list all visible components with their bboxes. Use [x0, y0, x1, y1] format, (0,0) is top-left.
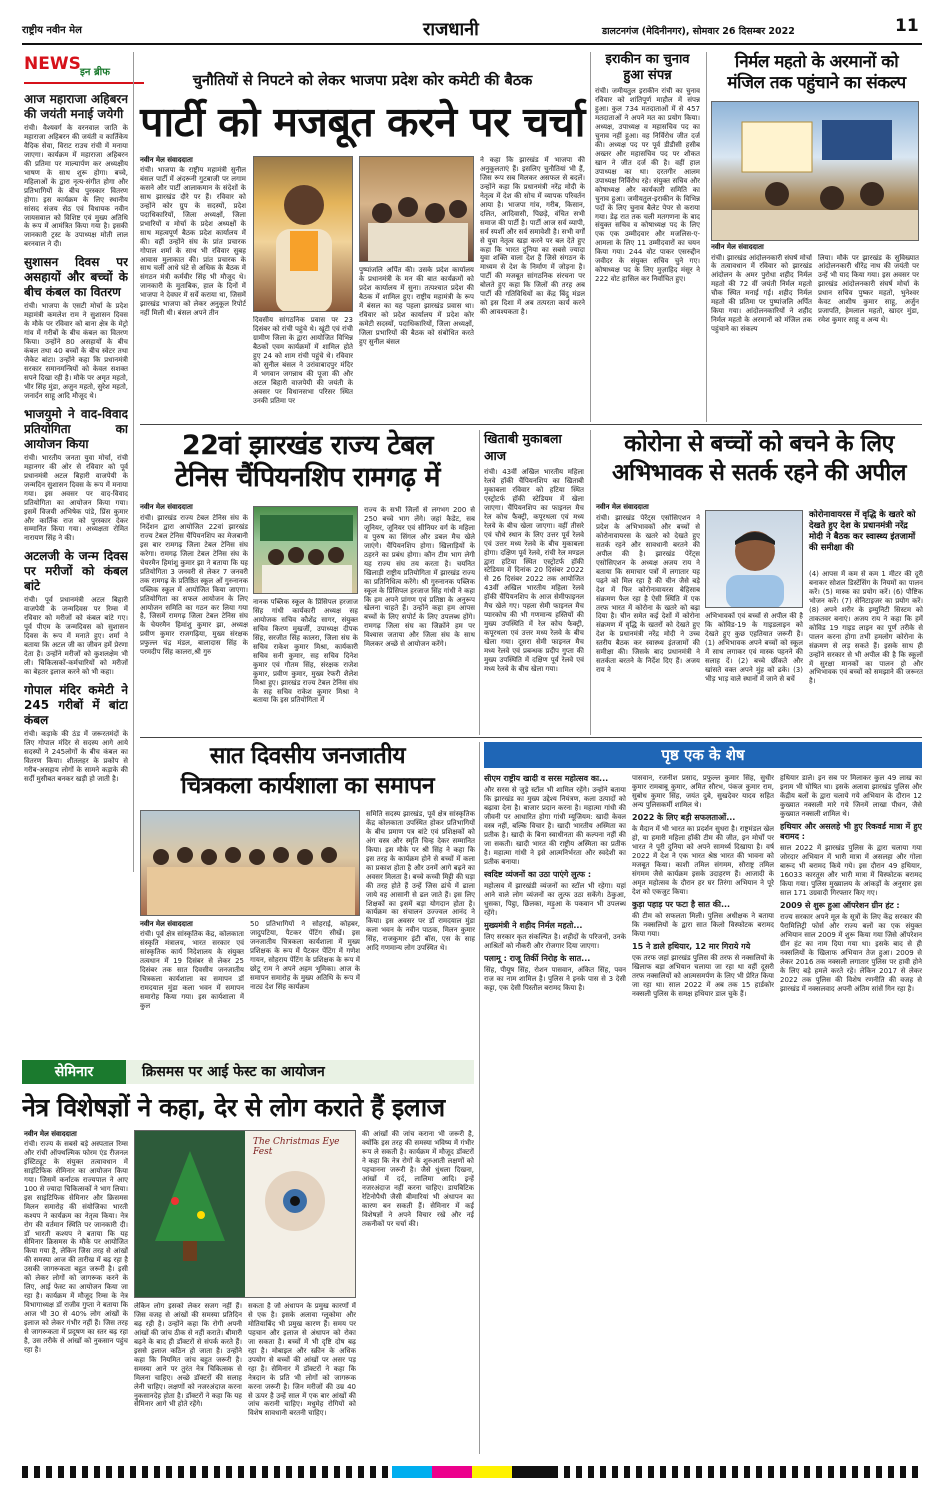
subhead: हथियार और असलहे भी हुए रिकवर्ड मात्रा में हुए बरामद : — [780, 821, 922, 841]
photo-workshop-group — [140, 810, 360, 916]
subhead: कुड़ा पहाड़ पर फटा है सात की... — [632, 899, 731, 909]
news-label: NEWS — [24, 54, 81, 74]
story-column: पुष्पांजलि अर्पित की। उसके प्रदेश कार्यालय के प्रधानमंत्री के मन की बात कार्यक्रमों को प्रदेश कार्यालय में सुना। तत्पश्चात प्रदेश की बैठक में शामिल हुए। राष्ट्रीय महामंत्री के रूप में बंसल का यह पहला झारखंड प्रवास था। रविवार को प्रदेश कार्यालय में प्रदेश कोर कमेटी सदस्यों, पदाधिकारियों, जिला अध्यक्षों, जिला प्रभारियों की बैठक को संबोधित करते हुए सुनील बंसल — [359, 266, 474, 346]
subhead: स्वदिष्ट व्यंजनों का उठा पाएंगे लुत्फ : — [484, 869, 592, 879]
story-column: रांची। झारखंड राज्य टेबल टेनिस संघ के निर्देशन द्वारा आयोजित 22वां झारखंड राज्य टेबल टेनिस चैंपियनशिप का मेजबानी इस बार रामगढ़ जिला टेबल टेनिस संघ करेगा। रामगढ़ जिला टेबल टेनिस संघ के चेयरमैन हिमांशु कुमार झा ने बताया कि यह प्रतियोगिता 3 जनवरी से लेकर 7 जनवरी तक रामगढ़ के प्रतिष्ठित स्कूल ओं गुरुनानक पब्लिक स्कूल में आयोजित किया जाएगा। प्रतियोगिता का सफल आयोजन के लिए आयोजन समिति का गठन कर लिया गया है, जिसमें रामगढ़ जिला टेबल टेनिस संघ के चेयरमैन हिमांशु कुमार झा, अध्यक्ष प्रवीण कुमार राजगढ़िया, मुख्य संरक्षक प्रफुल्ल चंद्र मंडल, बालादास सिंह के परमदीप सिंह कालरा,श्री गुरु — [140, 514, 248, 657]
color-registration-bar — [22, 1466, 922, 1478]
photo-caption: नवीन मेल संवाददाता — [711, 242, 764, 251]
brief-label: इन ब्रीफ — [80, 67, 110, 78]
story-table-tennis — [140, 430, 475, 735]
statue-photo-icon — [712, 102, 919, 241]
continued-label: पृष्ठ एक के शेष — [661, 746, 745, 764]
seminar-tag: सेमिनार — [22, 1060, 126, 1084]
story-column: रांची। झारखंड आंदोलनकारी संघर्ष मोर्चा के तत्वावधान में रविवार को झारखंड आंदोलन के अमर पुरोधा शहीद निर्मल महतो की 72 वीं जयंती निर्मल महतो चौक स्थित मनाई गई। शहीद निर्मल महतो की प्रतिमा पर पुष्पांजलि अर्पित किया गया। आंदोलनकारियों ने शहीद निर्मल महतो के अरमानों को मंजिल तक पहुंचाने का संकल्प — [711, 253, 812, 334]
byline: नवीन मेल संवाददाता — [140, 156, 193, 164]
photo-christmas-eye-fest — [134, 1130, 356, 1298]
story-column: 50 प्रतिभागियों ने सोहराई, कोहबर, जादुपटिया, पैटकर पेंटिंग सीखें। इस जनजातीय चित्रकला कार्यशाला में मुख्य प्रशिक्षक के रूप में पैटकर पेंटिंग में गणेश गायन, सोहराय पेंटिंग के प्रशिक्षक के रूप में छोटू राम ने अपने अहम भूमिका। आज के समापन समारोह के मुख्य अतिथि के रूप में नाट्य देश सिंह कार्यक्रम — [250, 920, 360, 991]
headline: इराकीन का चुनाव हुआ संपन्न — [605, 52, 690, 83]
news-in-brief-badge — [24, 52, 128, 84]
photo-bjp-leader — [253, 156, 353, 312]
story-nirmal-mahto — [706, 52, 922, 422]
photo-bjp-meeting — [359, 156, 474, 262]
person-silhouette-icon — [254, 157, 353, 312]
headline: खिताबी मुकाबला आज — [484, 431, 562, 463]
story-hockey-final — [479, 430, 584, 735]
headline-line2: चित्रकला कार्यशाला का समापन — [180, 772, 435, 799]
continued-text: लिए सरकार कृत संकल्पित है। शहीदों के परिजनों, उनके आश्रितों को नौकरी और रोजगार दिया जाएगा। — [484, 933, 626, 951]
story-column: नानक पब्लिक स्कूल के प्रिंसिपल हरजाज सिंह गांधी कार्यकारी अध्यक्ष सह आयोजक सचिव कौशेंद्र सागर, संयुक्त सचिव किरण मुखर्जी, उपाध्यक्ष दीपक सिंह, सरजीत सिंह कालरा, जिला संघ के सचिव राकेश कुमार मिश्रा, कार्यकारी सचिव सनी कुमार, सह सचिव दिनेश कुमार एवं गौतम सिंह, संरक्षक राजेश कुमार, प्रवीण कुमार, मुख्य रेफरी शैलेश मिश्रा हुए। झारखंड राज्य टेबल टेनिस संघ के सह सचिव राकेश कुमार मिश्रा ने बताया कि इस प्रतियोगिता में — [253, 598, 358, 705]
continued-column — [484, 774, 626, 1446]
continued-text: राज्य सरकार अपने मूल के सूत्रों के लिए केंद्र सरकार की पैरामिलिट्री फोर्स और राज्य बलों का एक संयुक्त अभियान साल 2009 में शुरू किया गया जिसे ऑपरेशन ग्रीन हंट का नाम दिया गया था। इसके बाद से ही नक्सलियों के खिलाफ अभियान तेज हुआ। 2009 से लेकर 2016 तक नक्सली लगातार पुलिस पर हावी होने के लिए बड़े हमले करते रहे। लेकिन 2017 से लेकर 2022 तक पुलिस की विशेष रणनीति की वजह से झारखंड में नक्सलवाद अपनी अंतिम सांसें गिन रहा है। — [780, 913, 922, 993]
portrait-icon — [706, 511, 803, 608]
brief-item — [24, 407, 128, 544]
subhead: पलामू : राजू तिर्की निरोह के सात... — [484, 954, 591, 963]
headline: पार्टी को मजबूत करने पर चर्चा — [140, 98, 585, 146]
byline: नवीन मेल संवाददाता — [140, 503, 193, 511]
page-number: 11 — [895, 16, 919, 36]
story-column: लिया। मौके पर झारखंड के सुविख्यात आंदोलनकारी धीरेंद्र नाथ की जयंती पर उन्हें भी याद किया गया। इस अवसर पर झारखंड आंदोलनकारी संघर्ष मोर्चा के प्रधान सचिव पुष्कर महतो, भुनेश्वर केवट आशीष कुमार साहू, अर्जुन प्रजापति, हेमलाल महतो, खादर मुंडा, रमेश कुमार साहू व अन्य थे। — [818, 253, 919, 325]
paper-name: राष्ट्रीय नवीन मेल — [22, 25, 82, 36]
brief-title: अटलजी के जन्म दिवस पर मरीजों को कंबल बांटे — [24, 549, 128, 594]
brief-title: आज महाराजा अहिबरन की जयंती मनाई जयेगी — [24, 92, 128, 121]
photo-ajay-rai — [705, 510, 803, 608]
meeting-photo-icon — [360, 157, 474, 262]
brief-body: रांची। भारतीय जनता युवा मोर्चा, रांची महानगर की ओर से रविवार को पूर्व प्रधानमंत्री अटल बिहारी वाजपेयी के जन्मदिन सुशासन दिवस के रूप में मनाया गया। इस अवसर पर वाद-विवाद प्रतियोगिता का आयोजन किया गया। इसमें विजयी अभिषेक पांडे, प्रिंस कुमार और कार्तिक राज को पुरस्कार देकर सम्मानित किया गया। अध्यक्षता रोमित नारायण सिंह ने की। — [24, 453, 128, 543]
subhead: 2022 के लिए बड़ी सफलताओं... — [632, 812, 736, 822]
continued-text: साल 2022 में झारखंड पुलिस के द्वारा चलाया गया जोरदार अभियान में भारी मात्रा में असलहा और गोला बारूद भी बरामद किये गये। इस दौरान 49 हथियार, 16033 कारतूस और भारी मात्रा में विस्फोटक बरामद किया गया। पुलिस मुख्यालय के आंकड़ों के अनुसार इस साल 171 उग्रवादी गिरफ्तार किए गए। — [780, 844, 922, 897]
story-column: समिति सदस्य झारखंड, पूर्व क्षेत्र सांस्कृतिक केंद्र कोलकाता उपस्थित होकर प्रतिभागियों के बीच प्रमाण पत्र बांटे एवं प्रशिक्षकों को अंग वस्त्र और स्मृति चिन्ह देकर सम्मानित किया। इस मौके पर श्री सिंह ने कहा कि इस तरह के कार्यक्रम होने से बच्चों में कला का प्रकाश होता है और उनमें आगे बढ़ने का अवसर मिलता है। बच्चे कच्ची मिट्टी की घड़ा की तरह होते हैं उन्हें जिस ढांचे में ढाला जाये वह आसानी से ढल जाते हैं। इस लिए शिक्षकों का इसमें बड़ा योगदान होता है। कार्यक्रम का संचालन उज्ज्वल आनंद ने किया। इस अवसर पर डॉ रामदयाल मुंडा कला भवन के नवीन पाठक, मिलन कुमार सिंह, राजकुमार इंटी बॉस, एस के साह आदि गणमान्य लोग उपस्थित थे। — [366, 810, 475, 953]
group-photo-icon — [254, 507, 358, 594]
brief-title: भाजयुमो ने वाद-विवाद प्रतियोगिता का आयोजन किया — [24, 406, 128, 451]
continued-text: महोत्सव में झारखंडी व्यंजनों का स्टॉल भी रहेगा। यहां आने वाले लोग व्यंजनों का लुत्फ उठा सकेंगे। ठेकुआ, धुसका, पिट्ठा, छिलका, मड़ुआ के पकवान भी उपलब्ध रहेंगे। — [484, 882, 626, 917]
story-column: रांची। राज्य के सबसे बड़े अस्पताल रिम्स और रांची ऑफ्थल्मिक फोरम एंड रीजनल इंस्टिट्यूट के संयुक्त तत्वावधान में साइंटिफिक सेमिनार का आयोजन किया गया। जिसमें कर्नाटक राज्यपाल ने आए 100 से ज्यादा चिकित्सकों ने भाग लिया। इस साइंटिफिक सेमिनार और क्रिसमस मिलन समारोह की संयोजिका भारती कश्यप ने कार्यक्रम का नेतृत्व किया। नेत्र रोग की वर्तमान स्थिति पर जानकारी दी। डॉ भारती कश्यप ने बताया कि यह सेमिनार क्रिसमस के मौके पर आयोजित किया गया है, लेकिन जिस तरह से आंखों की समस्या आज की तारीख में बढ़ रहा है उसकी जागरूकता बहुत जरूरी है। इसी को लेकर लोगों को जागरूक करने के लिए, आई फेस्ट का आयोजन किया जा रहा है। कार्यक्रम में मौजूद रिम्स के नेत्र विभागाध्यक्ष डॉ राजीव गुप्ता ने बताया कि आज भी 30 से 40% लोग आंखों के इलाज को लेकर गंभीर नहीं हैं। जिस तरह से जागरूकता में प्रदूषण का स्तर बढ़ रहा है, उस तरीके से आंखों को नुकसान पहुंच रहा है। — [24, 1140, 128, 1354]
brief-item — [24, 255, 128, 400]
story-body: रांची। जमीयतुल इराकीन रांची का चुनाव रविवार को शांतिपूर्ण माहौल में संपन्न हुआ। कुल 734 मतदाताओं में से 457 मतदाताओं ने अपने मत का प्रयोग किया। अध्यक्ष, उपाध्यक्ष व महासचिव पद का चुनाव नहीं हुआ। वह निर्विरोध जीत दर्ज की। अध्यक्ष पद पर पूर्व डीडीसी हसीब अख्तर और महासचिव पद पर शौकत खान ने जीत दर्ज की है। वहीं हाल उपाध्यक्ष का था। दरतगीर आलम उपाध्यक्ष निर्विरोध रहे। संयुक्त सचिव और कोषाध्यक्ष और कार्यकारी समिति का चुनाव हुआ। जमीयतुल-इराकीन के विभिन्न पदों के लिए चुनाव बैलेट पेपर से कराया गया। डेढ़ रात तक चली मतगणना के बाद संयुक्त सचिव व कोषाध्यक्ष पद के लिए एक एक उम्मीदवार और मजलिस-ए-आमला के लिए 11 उम्मीदवारों का चयन किया गया। 244 वोट पाकर एसरुद्दीन जवीदर के संयुक्त सचिव चुने गए। कोषाध्यक्ष पद के लिए मुज़ाहिद मंसूर ने 222 वोट हासिल कर निर्वाचित हुए। — [595, 87, 700, 284]
story-column: अभिभावकों एवं बच्चों से अपील की है कि कोविड-19 के गाइडलाइन को देखते हुए कुछ एहतियात जरूरी है। (1) अभिभावक अपने बच्चों को स्कूल में साथ लगाकर एवं मास्क पहनने की सलाह दें। (2) बच्चे छींकते और खांसते वक्त अपने मुंह को ढके। (3) भीड़ भाड़ वाले स्थानों में जाने से बचें — [705, 612, 803, 683]
subhead: 2009 से शुरू हुआ ऑपरेशन ग्रीन हंट : — [780, 900, 900, 910]
brief-item — [24, 92, 128, 249]
brief-title: गोपाल मंदिर कमेटी ने 245 गरीबों में बांटा कंबल — [24, 682, 128, 727]
headline-line2: मंजिल तक पहुंचाने का संकल्प — [727, 73, 906, 94]
photo-nirmal-mahto-tribute — [711, 101, 919, 241]
story-column: दिवसीय सांगठनिक प्रवास पर 23 दिसंबर को रांची पहुंचे थे। खूंटी एवं रांची ग्रामीण जिला के द्वारा आयोजित विभिन्न बैठकों एवम कार्यक्रमों में शामिल होते हुए 24 को शाम रांची पहुंचे थे। रविवार को सुनील बंसल ने उरांवाबादपुर मंदिर में भगवान जगन्नाथ की पूजा की और अटल बिहारी वाजपेयी की जयंती के अवसर पर विधानसभा परिसर स्थित उनकी प्रतिमा पर — [253, 316, 353, 405]
story-eye-seminar — [22, 1060, 474, 1455]
brief-item — [24, 549, 128, 677]
brief-item — [24, 683, 128, 784]
story-iraqin — [590, 52, 700, 422]
story-column: राज्य के सभी जिलों से लगभग 200 से 250 बच्चे भाग लेंगे। जहां कैडेट, सब जूनियर, जूनियर एवं सीनियर वर्ग के महिला व पुरुष का सिंगल और डबल मैच खेले जाएंगे। चैंपियनशिप होगा। खिलाड़ियों के ठहरने का प्रबंध होगा। कौन टीम भाग लेगी यह राज्य संघ तय करता है। चयनित खिलाड़ी राष्ट्रीय प्रतियोगिता में झारखंड राज्य का प्रतिनिधित्व करेंगे। श्री गुरुनानक पब्लिक स्कूल के प्रिंसिपल हरजाज सिंह गांधी ने कहा कि हम अपने प्रांगण एवं प्रतिष्ठा के अनुरूप खेलना चाहते हैं। उन्होंने कहा हम आपस बच्चों के लिए सपोर्ट के लिए उपलब्ध होंगे। रामगढ़ जिला संघ का जिक्रोंने हम पर विश्वास जताया और जिला संघ के साथ मिलकर अच्छे से आयोजन करेंगे। — [364, 506, 475, 649]
continued-text: के मैदान में भी भारत का प्रदर्शन सुधरा है। राष्ट्रमंडल खेल हो, या हमारी महिला हॉकी टीम की जीत, इन मोर्चों पर भारत ने पूरी दुनिया को अपने सामर्थ्य दिखाया है। वर्ष 2022 में देश ने एक भारत श्रेष्ठ भारत की भावना को मजबूत किया। काशी तमिल संगमम, सौराष्ट्र तमिल संगमम जैसे कार्यक्रम इसके उदाहरण हैं। आजादी के अमृत महोत्सव के दौरान हर घर तिरंगा अभियान ने पूरे देश को एकजुट किया। — [632, 825, 774, 896]
continued-text: हथियार डाले। इन सब पर मिलाकर कुल 49 लाख का इनाम भी घोषित था। इसके अलावा झारखंड पुलिस और केंद्रीय बलों के द्वारा चलाये गये अभियान के दौरान 12 कुख्यात नक्सली मारे गये जिनमें लाखा पीधन, जैसे कुख्यात नक्सली शामिल थे। — [780, 774, 922, 818]
byline: नवीन मेल संवाददाता — [24, 1130, 77, 1138]
brief-body: रांची। भाजपा के एसटी मोर्चा के प्रदेश महामंत्री कमलेश राम ने सुशासन दिवस के मौके पर रविवार को बाना क्षेत्र के मेट्रो गांव में गरीबों के बीच कंबल का वितरण किया। उन्होंने 80 असहायों के बीच कंबल तथा 40 बच्चों के बीच स्वेटर तथा जैकेट बांटा। उन्होंने कहा कि प्रधानमंत्री सरकार समानमन्त्रियों को केवल सशक्त सपने दिखा रही है। मौके पर अमृत महतो, भीर सिंह मुंडा, अजुन महतो, सुरेश महतो, जनार्दन साहू आदि मौजूद थे। — [24, 302, 128, 400]
pull-quote: कोरोनावायरस में वृद्धि के खतरे को देखते हुए देश के प्रधानमंत्री नरेंद्र मोदी ने बैठक कर स्वास्थ्य इंतजामों की समीक्षा की — [809, 510, 916, 554]
kicker: क्रिसमस पर आई फेस्ट का आयोजन — [126, 1060, 474, 1084]
sidebar-column — [24, 92, 128, 872]
continued-text: और सरस से जुड़े स्टॉल भी शामिल रहेंगे। उन्होंने बताया कि झारखंड का मुख्य उद्देश्य नियंत्रण, कला उत्पादों को बढ़ावा देना है। बाजार प्रदान करना है। महात्मा गांधी की जीवनी पर आधारित होगा गांधी म्यूजियम: खादी केवल वस्त्र नहीं, बल्कि विचार है। खादी भारतीय अस्मिता का प्रतीक है। खादी के बिना स्वाधीनता की कल्पना नहीं की जा सकती। खादी भारत की राष्ट्रीय अस्मिता का प्रतीक है। महात्मा गांधी ने इसे आत्मनिर्भरता और स्वदेशी का प्रतीक बनाया। — [484, 786, 626, 866]
story-column: की आंखों की जांच कराना भी जरूरी है, क्योंकि इस तरह की समस्या भविष्य में गंभीर रूप ले सकती है। कार्यक्रम में मौजूद डॉक्टरों ने कहा कि नेत्र रोगों के शुरुआती लक्षणों को पहचानना जरूरी है। जैसे धुंधला दिखना, आंखों में दर्द, लालिमा आदि। इन्हें नजरअंदाज नहीं करना चाहिए। डायबिटिक रेटिनोपैथी जैसी बीमारियां भी अंधापन का कारण बन सकती हैं। सेमिनार में कई विशेषज्ञों ने अपने विचार रखे और नई तकनीकों पर चर्चा की। — [362, 1130, 474, 1228]
subhead: मुख्यमंत्री ने शहीद निर्मल महतो... — [484, 920, 583, 930]
masthead-bar — [0, 0, 945, 46]
story-column: सकता है जो अंधापन के प्रमुख कारणों में से एक है। इसके अलावा ग्लूकोमा और मोतियाबिंद भी प्रमुख कारण हैं। समय पर पहचान और इलाज से अंधापन को रोका जा सकता है। बच्चों में भी दृष्टि दोष बढ़ रहा है। मोबाइल और स्क्रीन के अधिक उपयोग से बच्चों की आंखों पर असर पड़ रहा है। सेमिनार में डॉक्टरों ने कहा कि नेत्रदान के प्रति भी लोगों को जागरूक करना जरूरी है। जिन मरीजों की उम्र 40 से ऊपर है उन्हें साल में एक बार आंखों की जांच करानी चाहिए। मधुमेह रोगियों को विशेष सावधानी बरतनी चाहिए। — [248, 1302, 356, 1418]
group-photo-icon — [141, 811, 360, 916]
continued-text: एक तरफ जहां झारखंड पुलिस की तरफ से नक्सलियों के खिलाफ बड़ा अभियान चलाया जा रहा था वहीं दूसरी तरफ नक्सलियों को आत्मसमर्पण के लिए भी प्रेरित किया जा रहा था। साल 2022 में अब तक 15 हार्डकोर नक्सली पुलिस के समक्ष हथियार डाल चुके हैं। — [632, 954, 774, 998]
headline-line1: कोरोना से बच्चों को बचने के लिए — [624, 431, 894, 457]
card-title: The Christmas Eye Fest — [253, 1137, 340, 1157]
continued-banner — [484, 742, 922, 768]
continued-column — [780, 774, 922, 1446]
headline-line1: सात दिवसीय जनजातीय — [209, 743, 406, 769]
story-column: लेकिन लोग इसको लेकर सजग नहीं हैं। जिस वजह से आंखों की समस्या प्रतिदिन बढ़ रही है। उन्होंने कहा कि रोगी अपनी आंखों की जांच ठीक से नहीं कराते। बीमारी बढ़ने के बाद ही डॉक्टरों से संपर्क करते हैं। इससे इलाज कठिन हो जाता है। उन्होंने कहा कि नियमित जांच बहुत जरूरी है। समस्या आने पर तुरंत नेत्र चिकित्सक से मिलना चाहिए। अच्छे डॉक्टरों की सलाह लेनी चाहिए। लक्षणों को नजरअंदाज करना नुकसानदेह होता है। डॉक्टरों ने कहा कि यह सेमिनार आगे भी होते रहेंगे। — [134, 1302, 242, 1409]
story-column: रांची। भाजपा के राष्ट्रीय महामंत्री सुनील बंसल पार्टी में अंदरूनी गुटबाजी पर लगाम कसने और पार्टी आलाकमान के संदेशों के साथ झारखंड दौरे पर हैं। रविवार को उन्होंने कोर ग्रुप के सदस्यों, प्रदेश पदाधिकारियों, जिला अध्यक्षों, जिला प्रभारियों व मोर्चा के प्रदेश अध्यक्षों के साथ महत्वपूर्ण बैठक प्रदेश कार्यालय में की। वहीं उन्होंने संघ के प्रांत प्रचारक गोपाल शर्मा के साथ भी रविवार सुबह आवास मुलाकात की। प्रांत प्रचारक के साथ चली आधे घंटे से अधिक के बैठक में संगठन मंत्री कर्मवीर सिंह भी मौजूद थे। जानकारी के मुताबिक, हाल के दिनों में भाजपा ने देवघर में सर्वे कराया था, जिसमें झारखंड भाजपा को लेकर अनुकूल रिपोर्ट नहीं मिली थी। बंसल अपने तीन — [140, 166, 246, 318]
continued-section — [479, 742, 922, 1454]
dateline: डालटनगंज (मेदिनीनगर), सोमवार 26 दिसम्बर 2022 — [602, 26, 795, 37]
headline-line1: निर्मल महतो के अरमानों को — [734, 52, 899, 72]
story-corona-appeal — [590, 430, 922, 735]
continued-text: पासवान, रजनीश प्रसाद, प्रफुल्ल कुमार सिंह, सुधीर कुमार रामबाबू कुमार, अमित सौरभ, पंकज कुमार राम, सुबोध कुमार सिंह, जयंत दुबे, सुखदेवर यादव सहित अन्य पुलिसकर्मी शामिल थे। — [632, 774, 774, 809]
brief-title: सुशासन दिवस पर असहायों और बच्चों के बीच कंबल का वितरण — [24, 255, 128, 300]
continued-text: की टीम को सफलता मिली। पुलिस अधीक्षक ने बताया कि नक्सलियों के द्वारा सात किलो विस्फोटक बरामद किया गया। — [632, 911, 774, 938]
story-column: ने कहा कि झारखंड में भाजपा की अनुकूलताएं हैं। इसलिए चुनौतियां भी हैं, जिस रूप सब मिलकर असफल से बदलें। उन्होंने कहा कि प्रधानमंत्री नरेंद्र मोदी के नेतृत्व में देश की सोच में व्यापक परिवर्तन आया है। भाजपा गांव, गरीब, किसान, दलित, आदिवासी, पिछड़े, वंचित सभी समाज की पार्टी है। पार्टी आज सर्व व्यापी, सर्व स्पर्शी और सर्व समावेशी है। सभी वर्गों से युवा नेतृत्व खड़ा करने पर बल देते हुए कहा कि भारत दुनिया का सबसे ज्यादा युवा शक्ति वाला देश है जिसे संगठन के माध्यम से देश के निर्माण में जोड़ना है। पार्टी की मजबूत सांगठनिक संरचना पर बोलते हुए कहा कि जिलों की तरह अब पार्टी की गतिविधियों का केंद्र बिंदु मंडल को इस दिशा में अब तत्परता कार्य करने की आवश्यकता है। — [480, 156, 585, 317]
headline-line1: 22वां झारखंड राज्य टेबल — [181, 430, 434, 461]
headline-line2: टेनिस चैंपियनशिप रामगढ़ में — [174, 461, 441, 493]
story-column: रांची। झारखंड पेरेंट्स एसोसिएशन ने प्रदेश के अभिभावकों और बच्चों से कोरोनावायरस के खतरे को देखते हुए सतर्क रहने और सावधानी बरतने की अपील की है। झारखंड पेरेंट्स एसोसिएशन के अध्यक्ष अजय राय ने बताया कि समाचार पत्रों में लगातार यह पढ़ने को मिल रहा है की चीन जैसे बड़े देश में फिर कोरोनावायरस बेहिसाब संक्रमण फैल रहा है ऐसी स्थिति में एक तरफ भारत में कोरोना के खतरे को बढ़ा दिया है। चीन समेत कई देशों में कोरोना संक्रमण में वृद्धि के खतरों को देखते हुए देश के प्रधानमंत्री नरेंद्र मोदी ने उच्च स्तरीय बैठक कर स्वास्थ्य इंतजामों की समीक्षा की। जिसके बाद प्रधानमंत्री ने सतर्कता बरतने के निर्देश दिए हैं। अजय राय ने — [596, 514, 700, 675]
headline: नेत्र विशेषज्ञों ने कहा, देर से लोग कराते हैं इलाज — [22, 1093, 445, 1122]
photo-table-tennis-team — [253, 506, 358, 594]
story-body: रांची। 43वीं अखिल भारतीय महिला रेलवे हॉकी चैंपियनशिप का खिताबी मुकाबला रविवार को हटिया स्थित एस्ट्रोटर्फ हॉकी स्टेडियम में खेला जाएगा। चैंपियनशिप का फाइनल मैच रेल कोच फैक्ट्री, कपूरथला एवं मध्य रेलवे के बीच खेला जाएगा। वहीं तीसरे एवं चौथे स्थान के लिए उत्तर पूर्व रेलवे एवं उत्तर मध्य रेलवे के बीच मुकाबला होगा। दक्षिण पूर्व रेलवे, रांची रेल मण्डल द्वारा हटिया स्थित एस्ट्रोटर्फ हॉकी स्टेडियम में दिनांक 20 दिसंबर 2022 से 26 दिसंबर 2022 तक आयोजित 43वीं अखिल भारतीय महिला रेलवे हॉकी चैंपियनशिप के आज सेमीफाइनल मैच खेले गए। पहला सेमी फाइनल मैच प्यारकोच की भी गणमान्य हस्तियों की मुख्य उपस्थिति में रेल कोच फैक्ट्री, कपूरथला एवं उत्तर मध्य रेलवे के बीच खेला गया। दूसरा सेमी फाइनल मैच मध्य रेलवे एवं प्रबन्धक प्रदीप गुप्ता की मुख्य उपस्थिति में दक्षिण पूर्व रेलवे एवं मध्य रेलवे के बीच खेला गया। — [484, 468, 584, 673]
byline: नवीन मेल संवाददाता — [140, 920, 193, 928]
kicker: चुनौतियों से निपटने को लेकर भाजपा प्रदेश कोर कमेटी की बैठक — [192, 73, 533, 89]
continued-column — [632, 774, 774, 1446]
brief-body: रांची। वैश्यवर्ग के वरनवाल जाति के महाराजा अहिबरन की जयंती व कार्तिकेय वैदिक सेवा, विराट राउच रांची में मनाया जाएगा। कार्यक्रम में महाराजा अहिबरन की प्रतिमा पर माल्यार्पण कर अध्यक्षीय भाषण के साथ शुरू होगा। बच्चे, महिलाओं के द्वारा नृत्य-संगीत होगा और प्रतिभागियों के बीच पुरस्कार वितरण होगा। इस कार्यक्रम के लिए स्थानीय सांसद संजय सेठ एवं विधायक नवीन जायसवाल को विशिष्ट एवं मुख्य अतिथि के रूप में आमंत्रित किया गया है। इसकी जानकारी ट्रस्ट के उपाध्यक्ष मोती लाल बरनवाल ने दी। — [24, 124, 128, 249]
story-column: (4) आपस में कम से कम 1 मीटर की दूरी बनाकर सोशल डिस्टेंसिंग के नियमों का पालन करें। (5) मास्क का प्रयोग करें। (6) पौष्टिक भोजन करें। (7) सेनिटाइजर का प्रयोग करें। (8) अपने शरीर के इम्युनिटी सिस्टम को ताकतवर बनाएं। अजय राय ने कहा कि हमें कोविड 19 गाइड लाइन का पूर्ण तरीके से पालन करना होगा तभी हमलोग कोरोना के संक्रमण से लड़ सकते हैं। इसके साथ ही उन्होंने सरकार से भी अपील की है कि स्कूलों में सुरक्षा मानकों का पालन हो और अभिभावक एवं बच्चों को समझाने की जरूरत है। — [809, 570, 923, 686]
byline: नवीन मेल संवाददाता — [596, 503, 649, 511]
story-tribal-painting — [140, 742, 475, 1057]
section-title: राजधानी — [423, 19, 479, 40]
headline-line2: अभिभावक से सतर्क रहने की अपील — [612, 459, 906, 486]
brief-body: रांची। पूर्व प्रधानमंत्री अटल बिहारी वाजपेयी के जन्मदिवस पर रिम्स में रविवार को मरीजों को कंबल बांटे गए। पूर्व पीएम के जन्मदिवस को सुशासन दिवस के रूप में मनाते हुए। शर्मा ने बताया कि अटल जी का जीवन हमें प्रेरणा देता है। उन्होंने मरीजों को कुशलक्षेम भी ली। चिकित्सकों-कर्मचारियों को मरीजों का बेहतर इलाज करने को भी कहा। — [24, 596, 128, 676]
subhead: 15 ने डाले हथियार, 12 मार गिराये गये — [632, 941, 751, 951]
continued-text: सिंह, पीयूष सिंह, रोशन पासवान, अंकित सिंह, पवन राज का नाम शामिल है। पुलिस ने इनके पास से 3 देसी कट्टा, एक देसी पिस्तौल बरामद किया है। — [484, 966, 626, 993]
brief-body: रांची। कड़ाके की ठंड में जरूरतमंदों के लिए गोपाल मंदिर से सदस्य आगे आये सदस्यों ने 245लोगों के बीच कंबल का वितरण किया। शीतलहर के प्रकोप से गरीब-असहाय लोगों के सामने कड़ाके की सर्दी मुसीबत बनकर खड़ी हो जाती है। — [24, 729, 128, 783]
story-bjp — [140, 52, 585, 422]
subhead: सीएम राष्ट्रीय खादी व सरस महोत्सव का... — [484, 774, 609, 783]
story-column: रांची। पूर्व क्षेत्र सांस्कृतिक केंद्र, कोलकाता संस्कृति मंत्रालय, भारत सरकार एवं सांस्कृतिक कार्य निदेशालय के संयुक्त तत्वधान में 19 दिसंबर से लेकर 25 दिसंबर तक सात दिवसीय जनजातीय चित्रकला कार्यशाला का समापन डॉ रामदयाल मुंडा कला भवन में समापन समारोह किया गया। इस कार्यशाला में कुल — [140, 930, 244, 1010]
